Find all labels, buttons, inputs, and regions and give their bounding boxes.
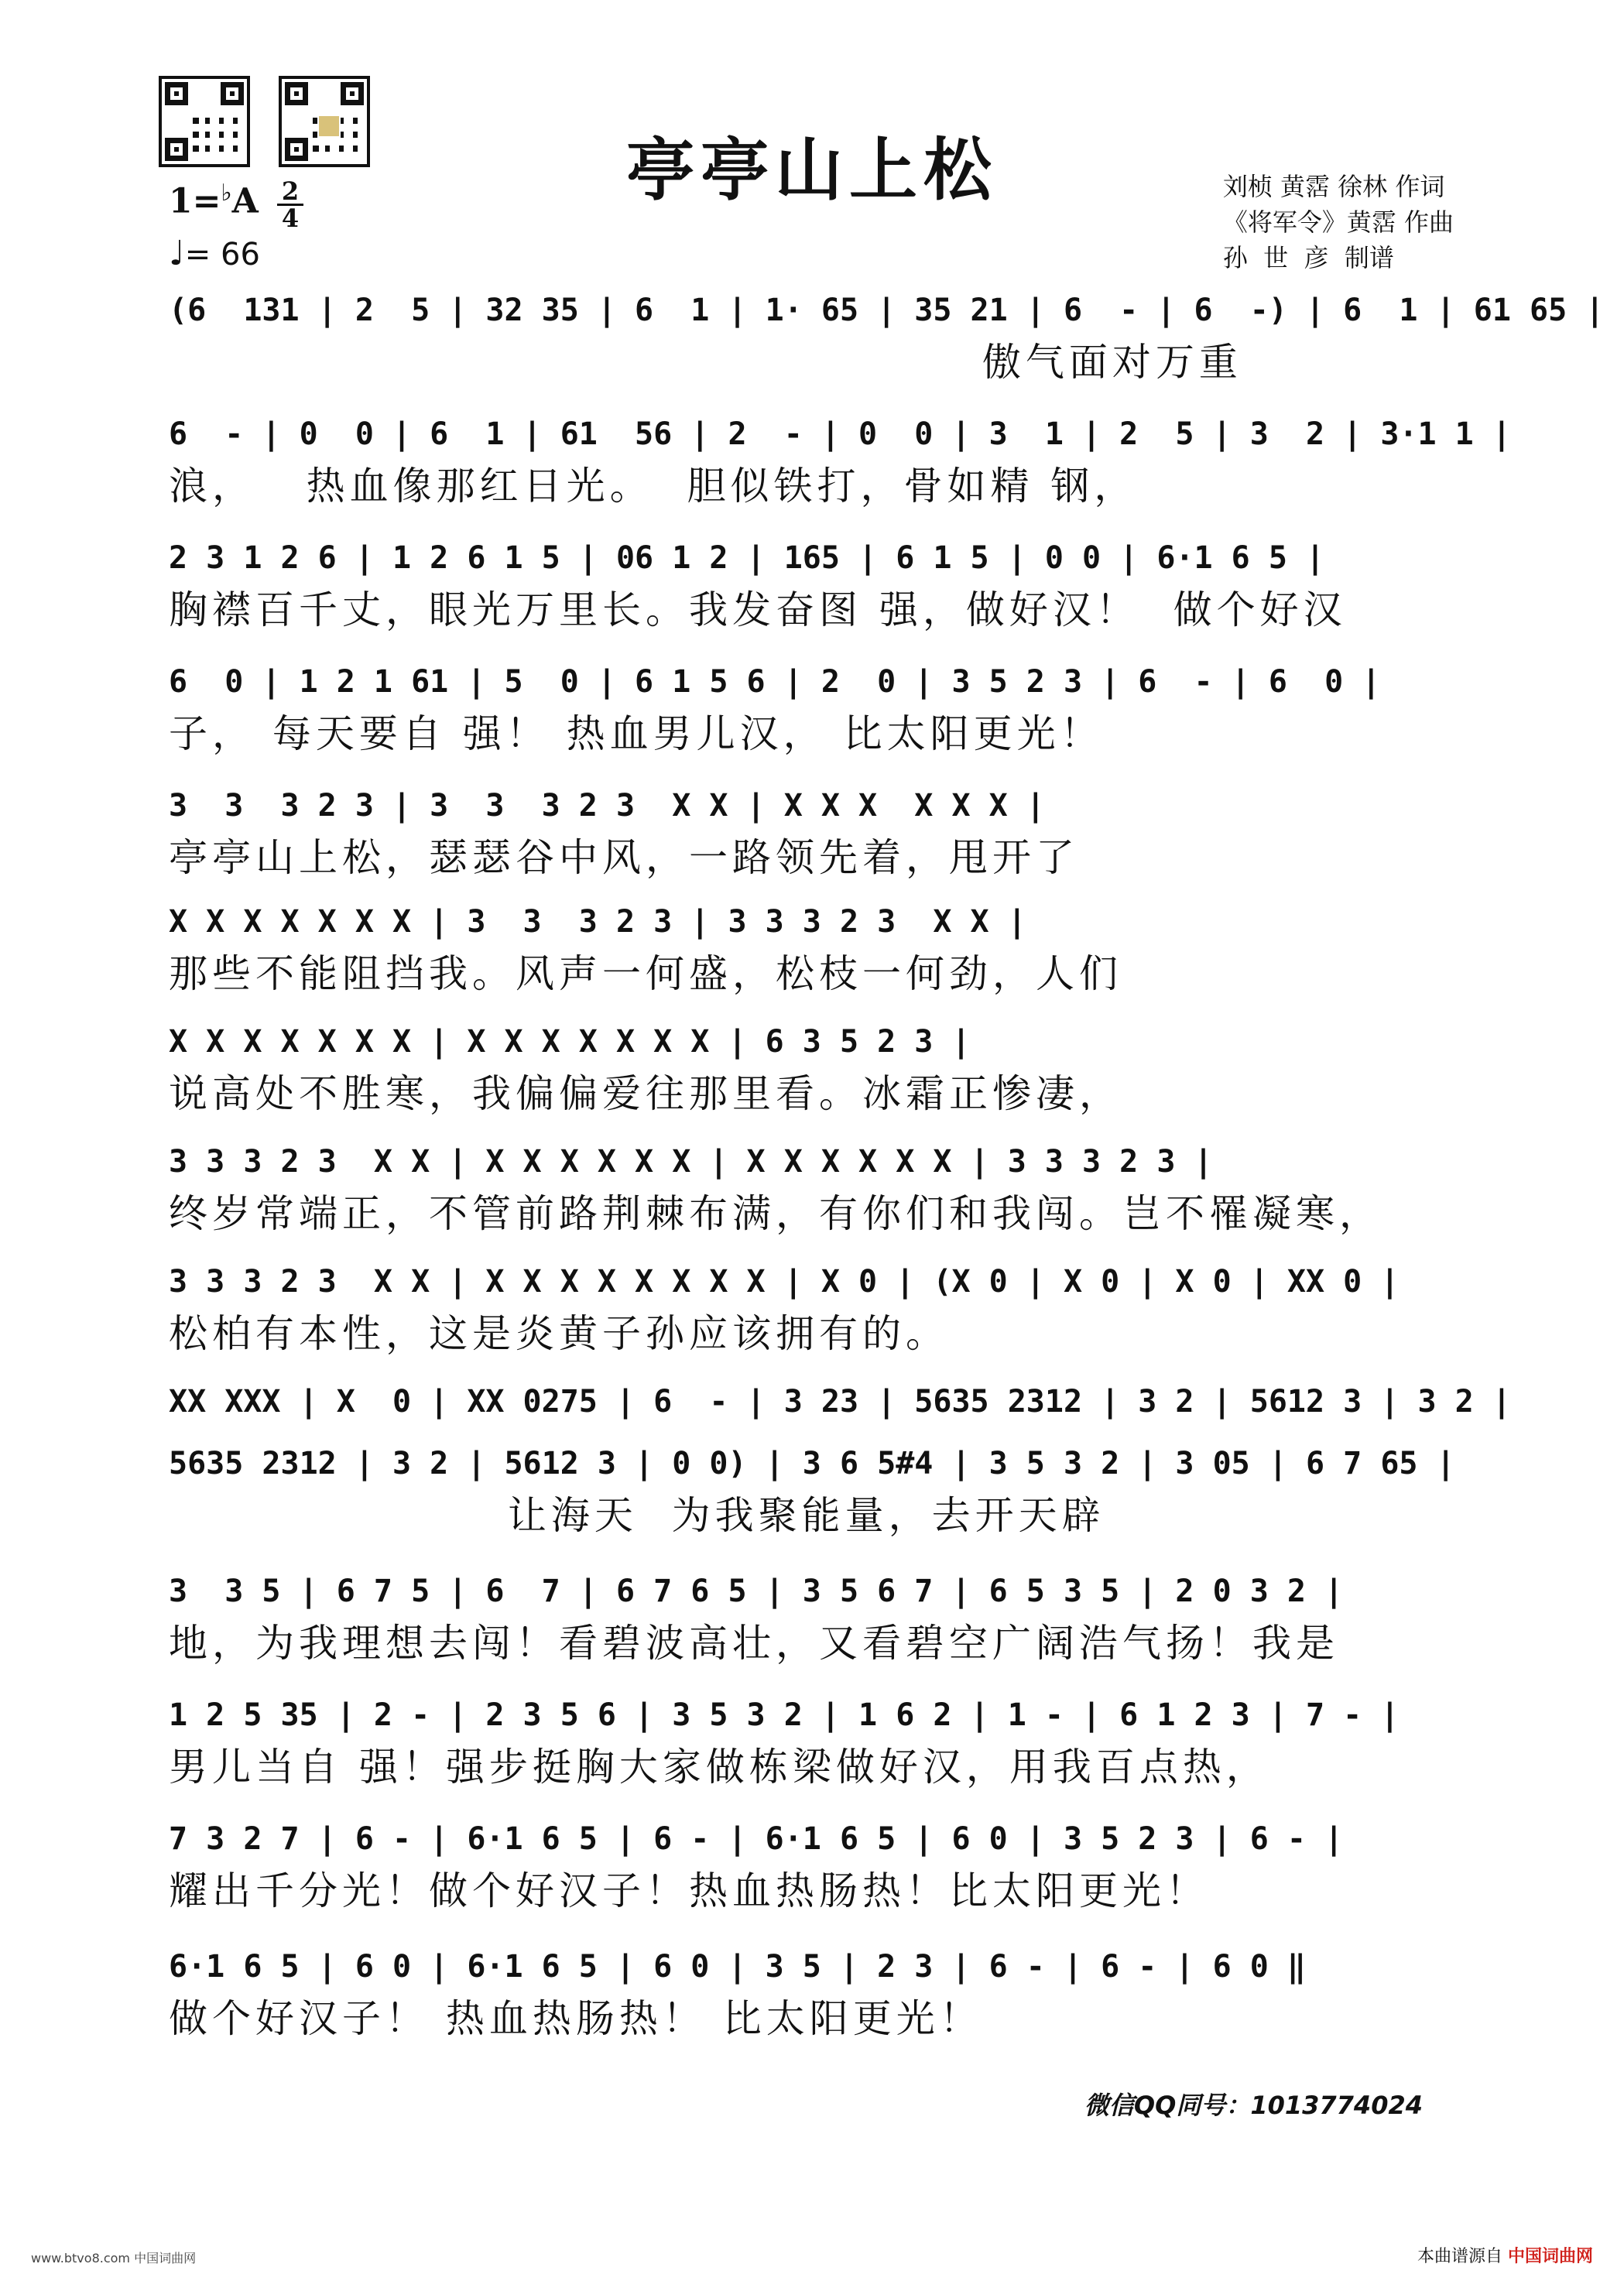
score-line: [169, 410, 1511, 514]
song-title: 亭亭山上松: [625, 129, 998, 210]
score-line: [169, 782, 1455, 885]
notation-row: 6 0 | 1 2 1 61 | 5 0 | 6 1 5 6 | 2 0 | 3 5 2 3 | 6 - | 6 0 |: [169, 658, 1455, 706]
lyric-row: 终岁常端正，不管前路荆棘布满，有你们和我闯。岂不罹凝寒，: [169, 1191, 1382, 1236]
time-top: 2: [281, 176, 300, 206]
lyric-row: 做个好汉子！ 热血热肠热！ 比太阳更光！: [169, 1996, 983, 2041]
tempo-value: = 66: [184, 237, 260, 272]
notation-row: 5635 2312 | 3 2 | 5612 3 | 0 0) | 3 6 5#4 | 3 5 3 2 | 3 05 | 6 7 65 |: [169, 1440, 1455, 1488]
notation-row: XX XXX | X 0 | XX 0275 | 6 - | 3 23 | 5635 2312 | 3 2 | 5612 3 | 3 2 |: [169, 1378, 1455, 1426]
notation-row: 7 3 2 7 | 6 - | 6·1 6 5 | 6 - | 6·1 6 5 | 6 0 | 3 5 2 3 | 6 - |: [169, 1815, 1455, 1863]
credits: [1223, 169, 1454, 276]
score-line: [169, 1018, 1455, 1122]
time-bottom: 4: [281, 204, 300, 233]
lyric-row: 让海天 为我聚能量，去开天辟: [169, 1493, 1105, 1538]
score-line: [169, 898, 1455, 1002]
time-signature: [277, 176, 303, 233]
notation-row: X X X X X X X | 3 3 3 2 3 | 3 3 3 2 3 X X |: [169, 898, 1455, 946]
site-note: www.btvo8.com 中国词曲网: [31, 2251, 197, 2266]
lyric-row: 说高处不胜寒，我偏偏爱往那里看。冰霜正惨凄，: [169, 1071, 1122, 1116]
contact-info: 微信QQ同号：1013774024: [1084, 2091, 1423, 2120]
key-prefix: 1=: [169, 181, 221, 221]
credit-lyricist: 刘桢 黄霑 徐林 作词: [1222, 172, 1445, 201]
score-line: [169, 1815, 1455, 1919]
source-site: 中国词曲网: [1507, 2247, 1593, 2266]
tempo-marking: [169, 234, 260, 273]
notation-row: X X X X X X X | X X X X X X X | 6 3 5 2 3 |: [169, 1018, 1455, 1066]
flat-symbol: ♭: [221, 180, 232, 207]
quarter-note-icon: ♩: [169, 234, 185, 273]
notation-row: 3 3 3 2 3 X X | X X X X X X | X X X X X X | 3 3 3 2 3 |: [169, 1138, 1455, 1186]
source-credit: [1417, 2243, 1593, 2267]
lyric-row: 胸襟百千丈，眼光万里长。我发奋图 强，做好汉！ 做个好汉: [169, 587, 1347, 632]
lyric-row: 那些不能阻挡我。风声一何盛，松枝一何劲，人们: [169, 951, 1122, 996]
lyric-row: 子， 每天要自 强！ 热血男儿汉， 比太阳更光！: [169, 711, 1104, 756]
notation-row: 2 3 1 2 6 | 1 2 6 1 5 | 06 1 2 | 165 | 6 1 5 | 0 0 | 6·1 6 5 |: [169, 534, 1455, 582]
key-note: A: [231, 181, 259, 221]
score-line: [169, 1440, 1455, 1543]
lyric-row: 松柏有本性，这是炎黄子孙应该拥有的。: [169, 1311, 949, 1356]
notation-row: (6 131 | 2 5 | 32 35 | 6 1 | 1· 65 | 35 21 | 6 - | 6 -) | 6 1 | 61 65 |: [169, 286, 1455, 334]
score-line: [169, 1567, 1455, 1671]
score-line: [169, 1943, 1455, 2046]
lyric-row: 亭亭山上松，瑟瑟谷中风，一路领先着，甩开了: [169, 835, 1079, 880]
notation-row: 3 3 5 | 6 7 5 | 6 7 | 6 7 6 5 | 3 5 6 7 | 6 5 3 5 | 2 0 3 2 |: [169, 1567, 1455, 1615]
lyric-row: 耀出千分光！做个好汉子！热血热肠热！比太阳更光！: [169, 1868, 1209, 1913]
score-line: [169, 534, 1455, 638]
notation-row: 6·1 6 5 | 6 0 | 6·1 6 5 | 6 0 | 3 5 | 2 3 | 6 - | 6 - | 6 0 ‖: [169, 1943, 1455, 1991]
source-label: 本曲谱源自: [1417, 2247, 1502, 2266]
score-line: [169, 286, 1605, 390]
notation-row: 3 3 3 2 3 | 3 3 3 2 3 X X | X X X X X X |: [169, 782, 1455, 830]
score-line: [169, 1691, 1455, 1795]
lyric-row: 傲气面对万重: [169, 340, 1242, 385]
notation-row: 6 - | 0 0 | 6 1 | 61 56 | 2 - | 0 0 | 3 1 | 2 5 | 3 2 | 3·1 1 |: [169, 410, 1455, 458]
notation-row: 3 3 3 2 3 X X | X X X X X X X X | X 0 | (X 0 | X 0 | X 0 | XX 0 |: [169, 1258, 1455, 1306]
score-line: [169, 1258, 1455, 1361]
key-signature: [169, 180, 259, 221]
credit-arranger: 孙 世 彦 制谱: [1222, 243, 1394, 272]
lyric-row: 男儿当自 强！强步挺胸大家做栋梁做好汉，用我百点热，: [169, 1745, 1269, 1790]
score-line: [169, 658, 1455, 762]
notation-row: 1 2 5 35 | 2 - | 2 3 5 6 | 3 5 3 2 | 1 6 2 | 1 - | 6 1 2 3 | 7 - |: [169, 1691, 1455, 1739]
lyric-row: 地，为我理想去闯！看碧波高壮，又看碧空广阔浩气扬！我是: [169, 1621, 1339, 1666]
lyric-row: 浪， 热血像那红日光。 胆似铁打，骨如精 钢，: [169, 464, 1138, 509]
score-line: [169, 1138, 1455, 1242]
credit-composer: 《将军令》黄霑 作曲: [1222, 207, 1454, 237]
